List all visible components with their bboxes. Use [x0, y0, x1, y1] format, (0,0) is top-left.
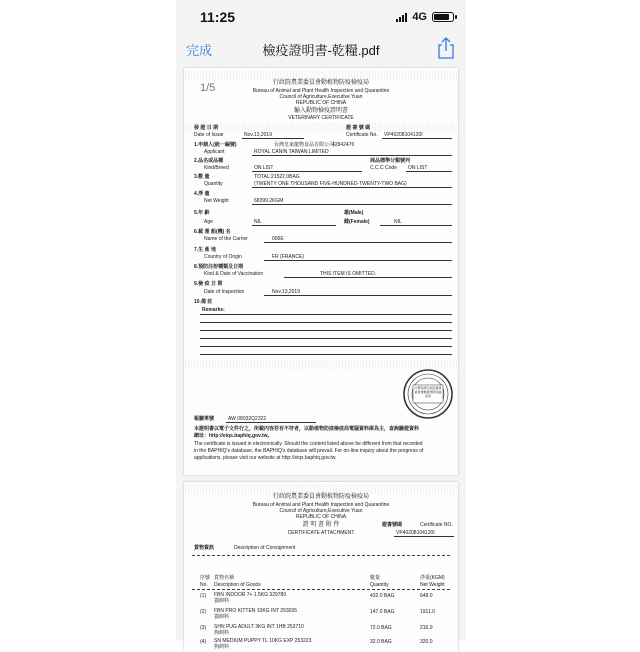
pdf-page-2[interactable]: [184, 482, 458, 652]
age-label: Age: [204, 219, 213, 225]
notice-en-line-2: in the BAPHIQ's database, the BAPHIQ's database will prevail. For on-line inquiry about the progress of: [194, 448, 424, 454]
net-weight-label: Net Weight: [204, 198, 229, 204]
waybill-label: 報驗單號: [194, 416, 215, 422]
net-weight-label-cn: 4.淨 量: [194, 191, 210, 197]
row-qty: 432.0 BAG: [370, 593, 395, 599]
status-bar: [176, 0, 466, 34]
cert-no-label: Certificate No.: [346, 132, 378, 138]
cert-no-value: VP40208104120I: [384, 132, 423, 138]
row-no: (4): [200, 639, 207, 645]
origin-value: FR (FRANCE): [272, 254, 304, 260]
column-weight: Net Weight: [420, 582, 445, 588]
row-desc: SN MEDIUM PUPPY TL 10KG EXP 253223: [214, 638, 312, 644]
certificate-title-cn: 輸入動物檢疫證明書: [293, 108, 348, 114]
carrier-value: 006E: [272, 236, 284, 242]
column-qty-cn: 數量: [370, 575, 381, 581]
applicant-value-cn: 台灣皇家寵物食品有限公司: [274, 142, 335, 148]
page-indicator: 1/5: [200, 82, 216, 94]
ccc-value: ON LIST: [408, 165, 428, 171]
quantity-total: TOTAL:21522.0BAG: [254, 174, 300, 180]
inspection-date-label-cn: 9.檢 疫 日 期: [194, 281, 223, 287]
row-no: (2): [200, 609, 207, 615]
row-desc-cn: 貓飼料: [214, 598, 230, 604]
notice-en-line-1: The certificate is issued in electronically. Should the content listed above be different from that recorded: [194, 441, 423, 447]
carrier-label: Name of the Carrier: [204, 236, 248, 242]
row-weight: 648.0: [420, 593, 433, 599]
row-weight: 320.0: [420, 639, 433, 645]
council-name: Council of Agriculture,Executive Yuan: [279, 508, 363, 514]
country-name: REPUBLIC OF CHINA: [295, 514, 347, 520]
row-desc: FBN INDOOR 7+ 1.5KG 329780: [214, 592, 287, 598]
remarks-label-cn: 10.備 註: [194, 299, 213, 305]
watermark-pattern: [184, 71, 458, 80]
female-label: 雌(Female): [344, 219, 370, 225]
net-weight-value: 68399.2KGM: [254, 198, 284, 204]
column-desc: Description of Goods: [214, 582, 261, 588]
column-desc-cn: 貨物名稱: [214, 575, 235, 581]
row-weight: 216.0: [420, 625, 433, 631]
agency-name-cn: 行政院農業委員會動植物防疫檢疫局: [272, 80, 369, 86]
issue-date-value: Nov.13,2019: [244, 132, 272, 138]
ccc-label-cn: 商品標準分類號列: [370, 158, 411, 164]
council-name: Council of Agriculture,Executive Yuan: [279, 94, 363, 100]
cert-no-label-cn: 證書號碼: [382, 522, 403, 528]
kind-label: Kind/Breed: [204, 165, 229, 171]
vaccination-label-cn: 8.預防注射種類及日期: [194, 264, 244, 270]
remarks-label: Remarks:: [202, 307, 225, 313]
phone-screen: [176, 0, 466, 650]
status-indicators: [396, 11, 454, 23]
origin-label-cn: 7.生 產 地: [194, 247, 216, 253]
age-value: NIL: [254, 219, 262, 225]
applicant-id: 42842476: [332, 142, 355, 148]
certificate-title-en: VETERINARY CERTIFICATE: [288, 115, 354, 121]
row-weight: 1911.0: [420, 609, 435, 615]
male-label: 雄(Male): [344, 210, 364, 216]
issue-date-label-cn: 發 證 日 期: [194, 125, 219, 131]
status-time: 11:25: [200, 9, 236, 25]
row-desc: FBN PRO KITTEN 10KG INT 253035: [214, 608, 297, 614]
consignment-label: Description of Consignment: [234, 545, 296, 551]
applicant-label: Applicant: [204, 149, 225, 155]
row-no: (3): [200, 625, 207, 631]
attachment-title-en: CERTIFICATE ATTACHMENT: [287, 530, 355, 536]
agency-name-en: Bureau of Animal and Plant Health Inspection and Quarantine: [252, 88, 390, 94]
agency-name-en: Bureau of Animal and Plant Health Inspection and Quarantine: [252, 502, 390, 508]
waybill-value: AW 08032Q2322: [228, 416, 267, 422]
agency-name-cn: 行政院農業委員會動植物防疫檢疫局: [272, 494, 369, 500]
issue-date-label: Date of Issue: [194, 132, 224, 138]
quantity-words: (TWENTY ONE THOUSAND FIVE-HUNDRED-TWENTY-TWO BAG): [254, 181, 407, 187]
quantity-label-cn: 3.數 量: [194, 174, 210, 180]
column-qty: Quantity: [370, 582, 389, 588]
kind-label-cn: 2.品名或品種: [194, 158, 224, 164]
network-label: 4G: [412, 11, 427, 23]
column-no-cn: 序號: [200, 575, 211, 581]
row-desc-cn: 狗飼料: [214, 630, 230, 636]
origin-label: Country of Origin: [204, 254, 242, 260]
ccc-label: C.C.C Code: [370, 165, 397, 171]
signal-icon: [396, 12, 407, 22]
row-no: (1): [200, 593, 207, 599]
quantity-label: Quantity: [204, 181, 223, 187]
row-desc-cn: 貓飼料: [214, 614, 230, 620]
age-label-cn: 5.年 齡: [194, 210, 210, 216]
row-qty: 32.0 BAG: [370, 639, 392, 645]
row-desc-cn: 狗飼料: [214, 644, 230, 650]
column-no: No.: [200, 582, 208, 588]
nav-bar: [176, 34, 466, 64]
row-desc: SHN PUG ADULT 3KG INT 1HB 253710: [214, 624, 304, 630]
inspection-date-value: Nov.13,2019: [272, 289, 300, 295]
cert-no-label-cn: 證 書 號 碼: [346, 125, 371, 131]
notice-en-line-3: applications, please visit our website at http://eiqs.baphiq.gov.tw.: [194, 455, 337, 461]
attachment-title-cn: 證 明 書 附 件: [302, 522, 340, 528]
share-icon[interactable]: [436, 37, 456, 59]
column-weight-cn: 淨重(KGM): [420, 575, 445, 581]
applicant-value: ROYAL CANIN TAIWAN LIMITED: [254, 149, 329, 155]
notice-cn-line-2: 網址：http://eiqs.baphiq.gov.tw。: [194, 433, 273, 439]
document-title: 檢疫證明書-乾糧.pdf: [262, 43, 380, 58]
cert-no-label: Certificate NO.: [420, 522, 453, 528]
watermark-pattern: [184, 123, 458, 132]
cert-no-value: VP40208104120I: [396, 530, 435, 536]
done-button[interactable]: 完成: [186, 40, 212, 59]
row-qty: 147.0 BAG: [370, 609, 395, 615]
kind-value: ON LIST: [254, 165, 274, 171]
vaccination-label: Kind & Date of Vaccination: [204, 271, 264, 277]
notice-cn-line-1: 本證明書以電子文件行之，所載內容若有不符者，以動植物防疫檢疫局電腦資料庫為主，查詢驗證資料: [194, 426, 420, 432]
seal-text: 中華民國行政院農業委員會動植物防疫檢疫局: [414, 386, 442, 398]
battery-icon: [432, 12, 454, 22]
country-name: REPUBLIC OF CHINA: [295, 100, 347, 106]
row-qty: 72.0 BAG: [370, 625, 392, 631]
inspection-date-label: Date of Inspection: [204, 289, 245, 295]
watermark-pattern: [184, 485, 458, 494]
vaccination-value: THIS ITEM IS OMITTED.: [320, 271, 377, 277]
applicant-label-cn: 1.申請人(統一編號): [194, 142, 237, 148]
female-value: NIL: [394, 219, 402, 225]
pdf-page-1[interactable]: [184, 68, 458, 475]
carrier-label-cn: 6.載 運 船(機) 名: [194, 229, 231, 235]
consignment-label-cn: 貨物資訊: [194, 545, 215, 551]
